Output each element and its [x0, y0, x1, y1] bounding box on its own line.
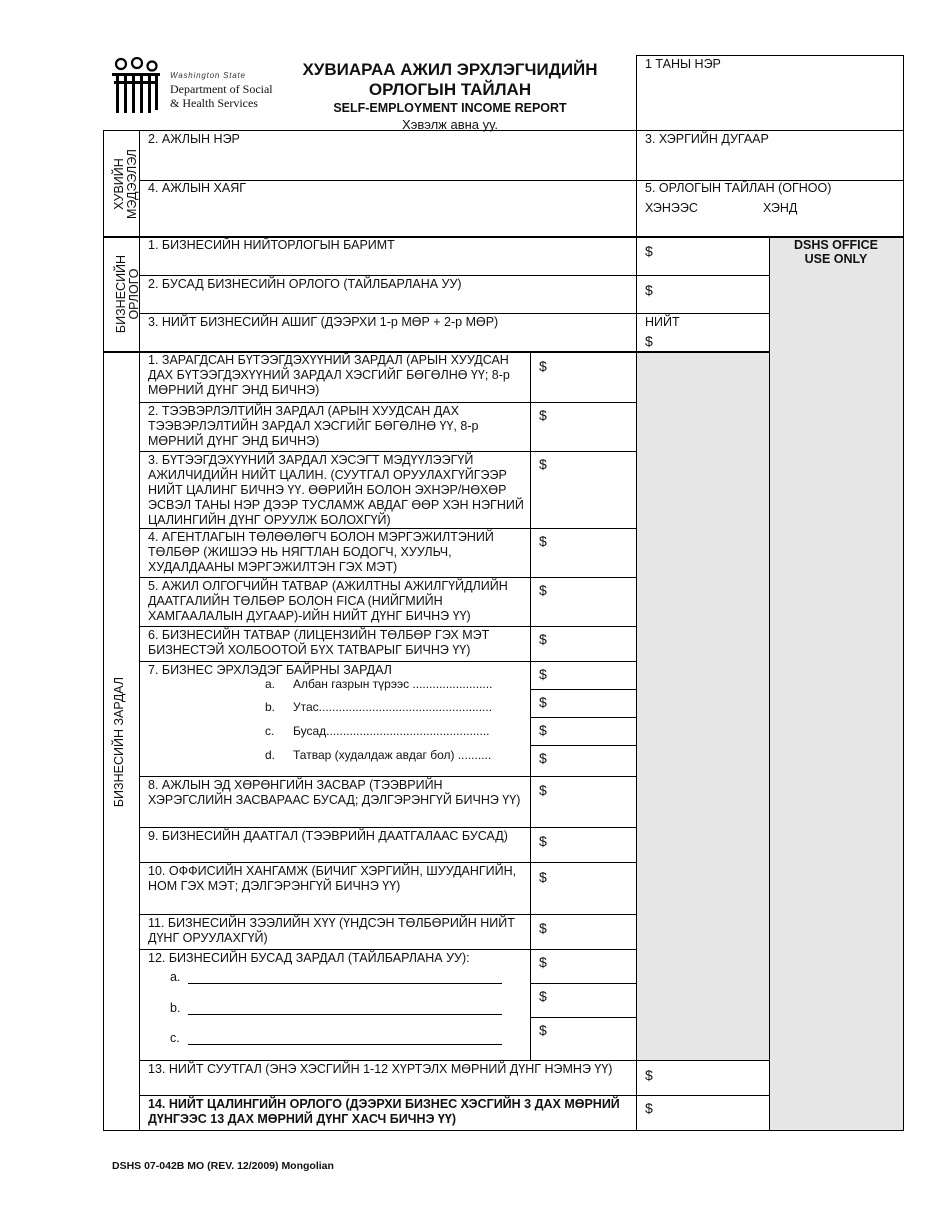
expense-10-dollar: $ — [539, 869, 547, 885]
family-logo-icon — [110, 57, 162, 113]
income-2-field[interactable] — [657, 278, 767, 311]
expense-12c-dollar: $ — [539, 1022, 547, 1038]
expense-12c-letter: c. — [170, 1031, 180, 1045]
logo-dept-line1: Department of Social — [170, 82, 273, 96]
expense-7b-label: Утас.................................................... — [293, 700, 493, 714]
expense-line-14: 14. НИЙТ ЦАЛИНГИЙН ОРЛОГО (ДЭЭРХИ БИЗНЕС ХЭСГИЙН 3 ДАХ МӨРНИЙ ДҮНГЭЭС 13 ДАХ МӨРНИЙ ДҮНГ ХАСЧ БИЧНЭ ҮҮ) — [148, 1097, 620, 1126]
expense-item-8: 8. АЖЛЫН ЭД ХӨРӨНГИЙН ЗАСВАР (ТЭЭВРИЙН ХЭРЭГСЛИЙН ЗАСВАРААС БУСАД; ДЭЛГЭРЭНГҮЙ БИЧНЭ ҮҮ) — [148, 778, 521, 807]
expense-8-dollar: $ — [539, 782, 547, 798]
expense-item-4: 4. АГЕНТЛАГЫН ТӨЛӨӨЛӨГЧ БОЛОН МЭРГЭЖИЛТЭНИЙ ТӨЛБӨР (ЖИШЭЭ НЬ НЯГТЛАН БОДОГЧ, ХУУЛЬЧ, ХУДАЛДААНЫ МЭРГЭЖИЛТЭН ГЭХ МЭТ) — [148, 530, 494, 574]
expense-12a-line[interactable] — [188, 983, 502, 984]
expense-7d-dollar: $ — [539, 750, 547, 766]
expense-13-field[interactable] — [657, 1062, 767, 1093]
expense-item-5: 5. АЖИЛ ОЛГОГЧИЙН ТАТВАР (АЖИЛТНЫ АЖИЛГҮЙДЛИЙН ДААТГАЛИЙН ТӨЛБӨР БОЛОН FICA (НИЙГМИЙН ХАМГААЛАЛЫН ДУГААР)-ИЙН НИЙТ ДҮНГ БИЧНЭ ҮҮ) — [148, 579, 508, 623]
logo-dept-line2: & Health Services — [170, 96, 258, 110]
expense-item-11: 11. БИЗНЕСИЙН ЗЭЭЛИЙН ХҮҮ (ҮНДСЭН ТӨЛБӨРИЙН НИЙТ ДҮНГ ОРУУЛАХГҮЙ) — [148, 916, 515, 945]
expense-4-dollar: $ — [539, 533, 547, 549]
expense-12b-letter: b. — [170, 1001, 181, 1015]
title-line1: ХУВИАРАА АЖИЛ ЭРХЛЭГЧИДИЙН — [302, 60, 598, 79]
income-line-1: 1. БИЗНЕСИЙН НИЙТОРЛОГЫН БАРИМТ — [148, 238, 395, 252]
expense-1-dollar: $ — [539, 358, 547, 374]
expense-7b-letter: b. — [265, 700, 276, 714]
personal-section-label: ХУВИЙН МЭДЭЭЛЭЛ — [112, 149, 139, 219]
case-number-label: 3. ХЭРГИЙН ДУГААР — [645, 132, 769, 146]
form-number: DSHS 07-042B MO (REV. 12/2009) Mongolian — [112, 1160, 334, 1172]
expense-12a-letter: a. — [170, 970, 181, 984]
income-line-2: 2. БУСАД БИЗНЕСИЙН ОРЛОГО (ТАЙЛБАРЛАНА УУ) — [148, 277, 462, 291]
expense-5-dollar: $ — [539, 582, 547, 598]
job-name-field[interactable] — [140, 148, 635, 179]
expense-13-dollar: $ — [645, 1067, 653, 1083]
office-use-label: DSHS OFFICE USE ONLY — [793, 238, 879, 266]
income-3-dollar: $ — [645, 333, 653, 349]
expense-14-dollar: $ — [645, 1100, 653, 1116]
expense-7a-letter: a. — [265, 677, 276, 691]
date-to-label: ХЭНД — [763, 201, 798, 215]
expense-item-9: 9. БИЗНЕСИЙН ДААТГАЛ (ТЭЭВРИЙН ДААТГАЛААС БУСАД) — [148, 829, 508, 843]
expense-item-3: 3. БҮТЭЭГДЭХҮҮНИЙ ЗАРДАЛ ХЭСЭГТ МЭДҮҮЛЭЭГҮЙ АЖИЛЧИДИЙН НИЙТ ЦАЛИН. (СУУТГАЛ ОРУУЛАХГҮЙГЭЭР НИЙТ ЦАЛИНГ БИЧНЭ ҮҮ. ӨӨРИЙН БОЛОН ЭХНЭР/НӨХӨР ЭСВЭЛ ТАНЫ НЭР ДЭЭР ТУСЛАМЖ АВДАГ ӨӨР ХЭН НЭГНИЙ ЦАЛИНГИЙН ДҮНГ ОРУУЛЖ БОЛОХГҮЙ) — [148, 453, 524, 527]
expense-3-dollar: $ — [539, 456, 547, 472]
logo-state: Washington State — [170, 71, 246, 80]
expense-7c-dollar: $ — [539, 722, 547, 738]
dshs-logo — [110, 57, 273, 115]
expense-item-12: 12. БИЗНЕСИЙН БУСАД ЗАРДАЛ (ТАЙЛБАРЛАНА УУ): — [148, 951, 470, 965]
form-title — [275, 60, 625, 133]
income-total-label: НИЙТ — [645, 315, 680, 329]
expense-item-2: 2. ТЭЭВЭРЛЭЛТИЙН ЗАРДАЛ (АРЫН ХУУДСАН ДАХ ТЭЭВЭРЛЭЛТИЙН ЗАРДАЛ ХЭСГИЙГ БӨГӨЛНӨ ҮҮ, 8-р МӨРНИЙ ДҮНГ ЭНД БИЧНЭ) — [148, 404, 479, 448]
income-2-dollar: $ — [645, 282, 653, 298]
expense-7c-label: Бусад................................................. — [293, 724, 490, 738]
expense-line-13: 13. НИЙТ СУУТГАЛ (ЭНЭ ХЭСГИЙН 1-12 ХҮРТЭЛХ МӨРНИЙ ДҮНГ НЭМНЭ ҮҮ) — [148, 1062, 613, 1076]
name-field-label: 1 ТАНЫ НЭР — [645, 57, 721, 71]
expense-9-dollar: $ — [539, 833, 547, 849]
report-dates-label: 5. ОРЛОГЫН ТАЙЛАН (ОГНОО) — [645, 181, 832, 195]
date-from-label: ХЭНЭЭС — [645, 201, 698, 215]
expense-item-6: 6. БИЗНЕСИЙН ТАТВАР (ЛИЦЕНЗИЙН ТӨЛБӨР ГЭХ МЭТ БИЗНЕСТЭЙ ХОЛБООТОЙ БҮХ ТАТВАРЫГ БИЧНЭ ҮҮ) — [148, 628, 490, 657]
income-1-field[interactable] — [657, 240, 767, 273]
expense-12a-dollar: $ — [539, 954, 547, 970]
expense-7b-dollar: $ — [539, 694, 547, 710]
expense-item-7: 7. БИЗНЕС ЭРХЛЭДЭГ БАЙРНЫ ЗАРДАЛ — [148, 663, 392, 677]
income-3-field[interactable] — [657, 330, 767, 350]
expense-7d-letter: d. — [265, 748, 276, 762]
expense-7c-letter: c. — [265, 724, 275, 738]
expense-item-1: 1. ЗАРАГДСАН БҮТЭЭГДЭХҮҮНИЙ ЗАРДАЛ (АРЫН ХУУДСАН ДАХ БҮТЭЭГДЭХҮҮНИЙ ЗАРДАЛ ХЭСГИЙГ БӨГӨЛНӨ ҮҮ; 8-р МӨРНИЙ ДҮНГ ЭНД БИЧНЭ) — [148, 353, 510, 397]
expense-12b-line[interactable] — [188, 1014, 502, 1015]
title-english: SELF-EMPLOYMENT INCOME REPORT — [333, 101, 567, 115]
job-address-label: 4. АЖЛЫН ХАЯГ — [148, 181, 247, 195]
expense-14-field[interactable] — [657, 1097, 767, 1128]
expense-2-dollar: $ — [539, 407, 547, 423]
expense-7-dollar: $ — [539, 666, 547, 682]
income-1-dollar: $ — [645, 243, 653, 259]
expense-7d-label: Татвар (худалдаж авдаг бол) .......... — [293, 748, 492, 762]
expenses-section-label: БИЗНЕСИЙН ЗАРДАЛ — [112, 676, 126, 808]
expense-7a-label: Албан газрын түрээс ........................ — [293, 677, 493, 691]
expenses-shaded-area — [637, 352, 769, 1060]
job-address-field[interactable] — [140, 198, 635, 235]
office-use-column — [769, 238, 903, 1130]
print-instruction: Хэвэлж авна уу. — [402, 117, 498, 132]
expense-12c-line[interactable] — [188, 1044, 502, 1045]
case-number-field[interactable] — [637, 148, 903, 179]
expense-11-dollar: $ — [539, 920, 547, 936]
expense-6-dollar: $ — [539, 631, 547, 647]
income-line-3: 3. НИЙТ БИЗНЕСИЙН АШИГ (ДЭЭРХИ 1-р МӨР + 2-р МӨР) — [148, 315, 499, 329]
expense-12b-dollar: $ — [539, 988, 547, 1004]
income-section-label: БИЗНЕСИЙН ОРЛОГО — [114, 254, 141, 334]
title-line2: ОРЛОГЫН ТАЙЛАН — [368, 80, 532, 99]
name-field[interactable] — [637, 75, 903, 129]
job-name-label: 2. АЖЛЫН НЭР — [148, 132, 240, 146]
expense-item-10: 10. ОФФИСИЙН ХАНГАМЖ (БИЧИГ ХЭРГИЙН, ШУУДАНГИЙН, НОМ ГЭХ МЭТ; ДЭЛГЭРЭНГҮЙ БИЧНЭ ҮҮ) — [148, 864, 517, 893]
